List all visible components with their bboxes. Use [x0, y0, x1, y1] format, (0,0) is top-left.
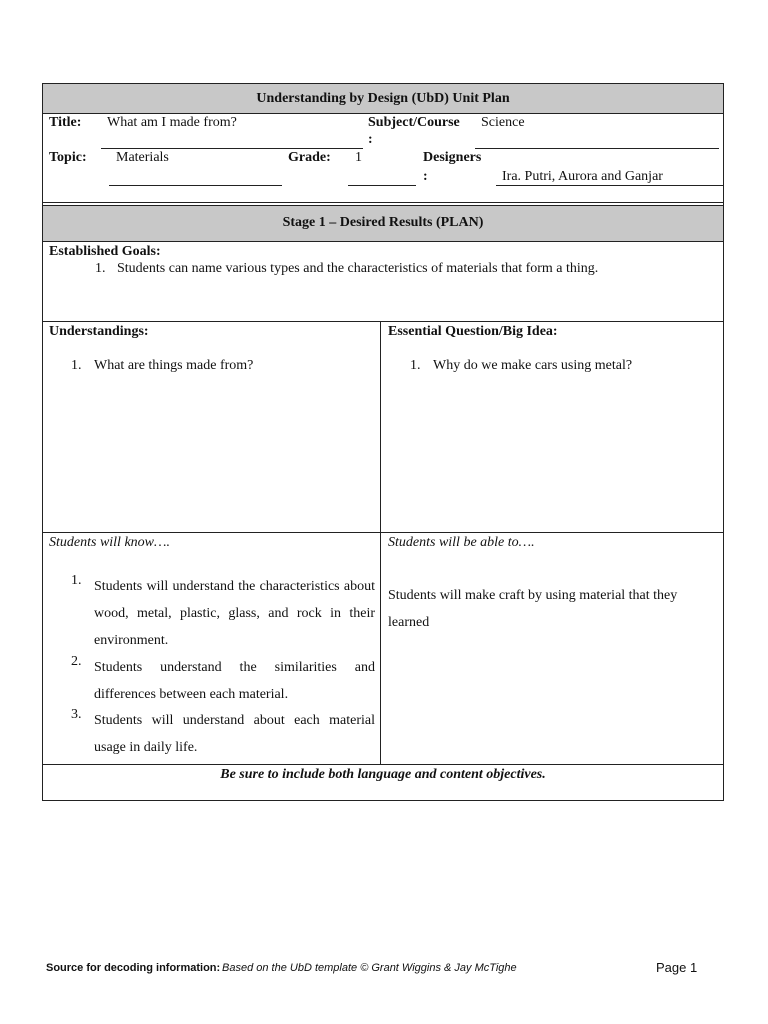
know-num: 1.	[71, 573, 82, 588]
essential-label: Essential Question/Big Idea:	[388, 324, 558, 339]
subject-underline	[475, 148, 719, 149]
title-value: What am I made from?	[107, 115, 237, 130]
grade-label: Grade:	[288, 150, 331, 165]
understandings-label: Understandings:	[49, 324, 149, 339]
goals-label: Established Goals:	[49, 244, 161, 259]
understanding-text: What are things made from?	[94, 358, 254, 373]
stage1-title: Stage 1 – Desired Results (PLAN)	[282, 215, 484, 230]
goal-num: 1.	[95, 261, 106, 276]
designers-underline	[496, 185, 724, 186]
grade-value: 1	[355, 150, 362, 165]
footer-source-label: Source for decoding information:	[46, 962, 221, 974]
able-text: Students will make craft by using material that they learned	[388, 588, 678, 630]
goal-text: Students can name various types and the characteristics of materials that form a thing.	[117, 261, 599, 276]
know-label: Students will know….	[49, 535, 170, 550]
know-item: Students understand the similarities and differences between each material.	[94, 660, 375, 702]
footer-source-text: Based on the UbD template © Grant Wiggins & Jay McTighe	[222, 962, 517, 974]
designers-value: Ira. Putri, Aurora and Ganjar	[502, 169, 663, 184]
know-num: 3.	[71, 707, 82, 722]
subject-colon: :	[368, 132, 373, 147]
topic-value: Materials	[116, 150, 169, 165]
unit-plan-table	[42, 83, 724, 801]
subject-label: Subject/Course	[368, 115, 460, 130]
topic-label: Topic:	[49, 150, 87, 165]
page-number: Page 1	[656, 960, 698, 975]
unit-plan-header	[43, 84, 723, 114]
know-num: 2.	[71, 654, 82, 669]
able-label: Students will be able to….	[388, 535, 535, 550]
topic-underline	[109, 185, 282, 186]
unit-plan-title: Understanding by Design (UbD) Unit Plan	[256, 91, 510, 106]
objectives-note: Be sure to include both language and content objectives.	[220, 767, 546, 782]
title-underline	[101, 148, 363, 149]
know-item: Students will understand the characteristics about wood, metal, plastic, glass, and rock in their environment.	[94, 579, 375, 648]
essential-text: Why do we make cars using metal?	[433, 358, 633, 373]
designers-label: Designers	[423, 150, 482, 165]
designers-colon: :	[423, 169, 428, 184]
title-label: Title:	[49, 115, 82, 130]
understanding-num: 1.	[71, 358, 82, 373]
subject-value: Science	[481, 115, 525, 130]
know-item: Students will understand about each material usage in daily life.	[94, 713, 375, 755]
stage1-header	[43, 206, 723, 242]
grade-underline	[348, 185, 416, 186]
essential-num: 1.	[410, 358, 421, 373]
